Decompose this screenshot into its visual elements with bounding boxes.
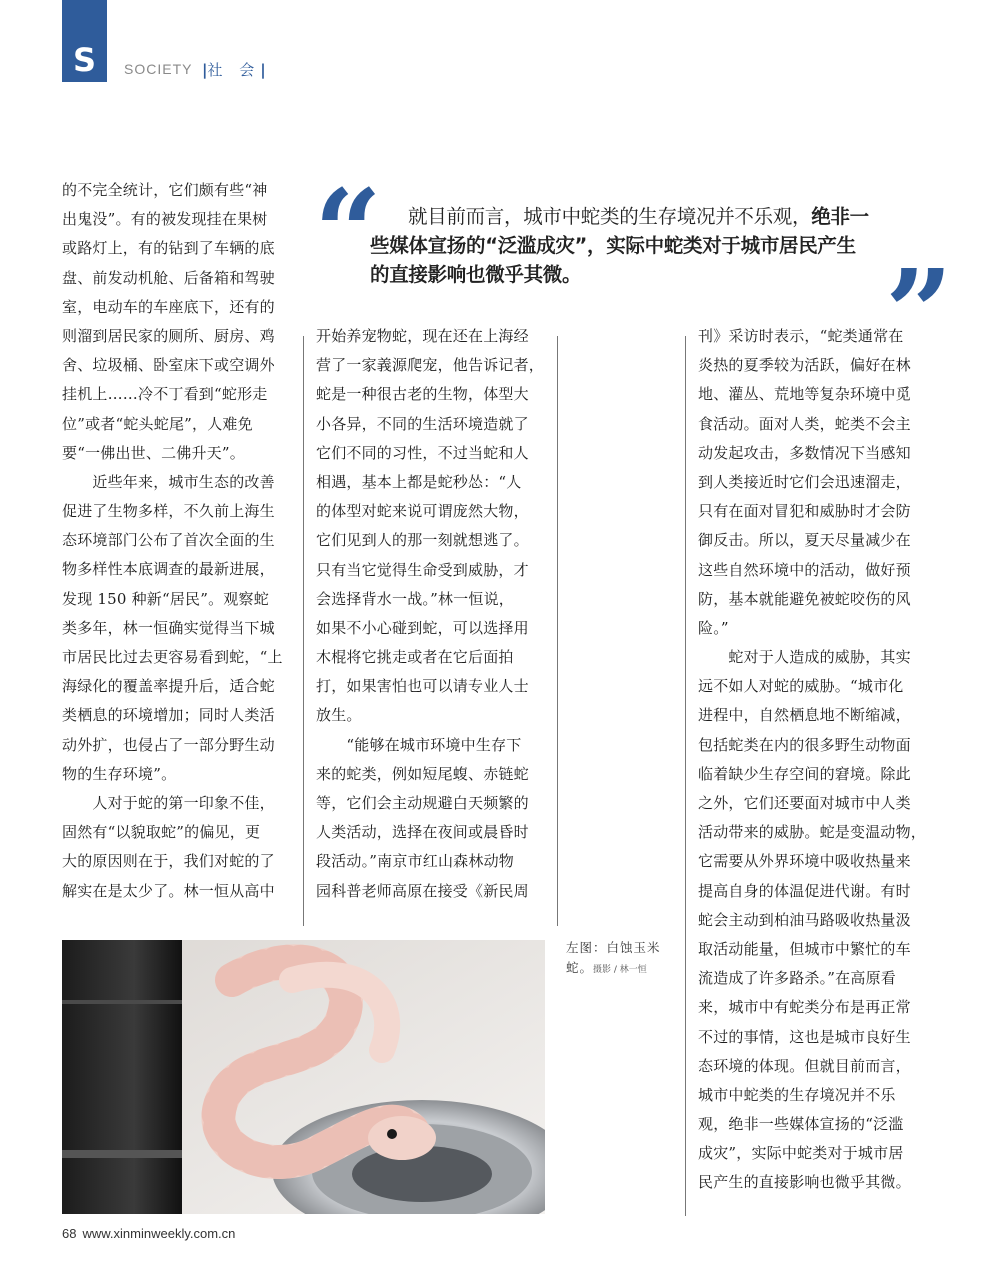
pull-quote-line-1 [370, 202, 880, 231]
column-divider [303, 336, 304, 926]
text-line: 木棍将它挑走或者在它后面拍 [316, 648, 514, 667]
snake-photo-illustration [62, 940, 545, 1214]
text-line: 之外，它们还要面对城市中人类 [698, 794, 911, 812]
text-line: 人对于蛇的第一印象不佳， [62, 793, 275, 812]
text-line: 大的原因则在于，我们对蛇的了 [62, 852, 275, 871]
text-line: 动发起攻击，多数情况下当感知 [698, 443, 911, 462]
text-line: 蛇会主动到柏油马路吸收热量汲 [698, 910, 911, 929]
text-line: 观，绝非一些媒体宣扬的“泛滥 [698, 1115, 904, 1134]
text-line: 物的生存环境”。 [62, 764, 177, 783]
text-line: 类栖息的环境增加；同时人类活 [62, 706, 275, 725]
text-line: 类多年，林一恒确实觉得当下城 [62, 618, 275, 637]
pull-quote-line-1-bold: 绝非一 [811, 205, 869, 228]
pull-quote-line-2 [370, 231, 880, 260]
column-divider [557, 336, 558, 926]
text-line: 近些年来，城市生态的改善 [62, 472, 275, 491]
pull-quote-line-3-text: 的直接影响也微乎其微。 [370, 263, 582, 286]
text-line: 来，城市中有蛇类分布是再正常 [698, 998, 911, 1017]
text-line: 远不如人对蛇的威胁。“城市化 [698, 677, 904, 696]
text-line: 物多样性本底调查的最新进展， [62, 560, 275, 579]
body-column-2 [316, 322, 548, 906]
text-line: 态环境的体现。但就目前而言， [698, 1056, 911, 1075]
text-line: 包括蛇类在内的很多野生动物面 [698, 735, 911, 754]
section-name-chinese-text: 社 会 [207, 61, 261, 79]
text-line: 室，电动车的车座底下，还有的 [62, 297, 275, 316]
section-name-chinese: |社 会| [202, 61, 266, 79]
close-quote-mark: ” [885, 243, 953, 382]
text-line: 蛇是一种很古老的生物，体型大 [316, 385, 529, 404]
text-line: 食活动。面对人类，蛇类不会主 [698, 414, 911, 433]
text-line: 小各异，不同的生活环境造就了 [316, 414, 529, 433]
text-line: 盘、前发动机舱、后备箱和驾驶 [62, 268, 275, 287]
text-line: 挂机上……冷不丁看到“蛇形走 [62, 385, 268, 404]
body-column-3 [698, 322, 930, 1198]
page-number: 68 [62, 1226, 77, 1241]
text-line: 的不完全统计，它们颇有些“神 [62, 181, 268, 199]
text-line: 固然有“以貌取蛇”的偏见，更 [62, 823, 261, 842]
pull-quote [370, 202, 880, 289]
photo-caption [566, 938, 674, 980]
text-line: 人类活动，选择在夜间或晨昏时 [316, 823, 529, 842]
text-line: 相遇，基本上都是蛇秒怂：“人 [316, 472, 522, 491]
caption-text: 左图：白蚀玉米蛇。 [566, 940, 661, 975]
text-line: 舍、垃圾桶、卧室床下或空调外 [62, 356, 275, 375]
text-line: 营了一家義源爬宠，他告诉记者， [316, 356, 545, 375]
snake-photo [62, 940, 545, 1214]
text-line: 它们见到人的那一刻就想逃了。 [316, 531, 529, 550]
pull-quote-line-2-text: 些媒体宣扬的“泛滥成灾”，实际中蛇类对于城市居民产生 [370, 234, 856, 257]
column-divider [685, 336, 686, 1216]
section-name-english: SOCIETY [124, 61, 193, 77]
text-line: 活动带来的威胁。蛇是变温动物， [698, 823, 927, 842]
text-line: 成灾”，实际中蛇类对于城市居 [698, 1144, 904, 1163]
text-line: 取活动能量，但城市中繁忙的车 [698, 939, 911, 958]
text-line: 不过的事情，这也是城市良好生 [698, 1027, 911, 1046]
text-line: 的体型对蛇来说可谓庞然大物， [316, 502, 529, 521]
text-line: 险。” [698, 618, 729, 637]
text-line: 炎热的夏季较为活跃，偏好在林 [698, 356, 911, 375]
text-line: 态环境部门公布了首次全面的生 [62, 531, 275, 550]
text-line: 进程中，自然栖息地不断缩减， [698, 706, 911, 725]
text-line: 会选择背水一战。”林一恒说， [316, 589, 514, 608]
text-line: 则溜到居民家的厕所、厨房、鸡 [62, 326, 275, 345]
text-line: 御反击。所以，夏天尽量减少在 [698, 531, 911, 550]
text-line: 海绿化的覆盖率提升后，适合蛇 [62, 677, 275, 696]
open-quote-mark: “ [314, 163, 382, 302]
text-line: 促进了生物多样，不久前上海生 [62, 502, 275, 521]
text-line: 位”或者“蛇头蛇尾”，人难免 [62, 414, 253, 433]
text-line: 等，它们会主动规避白天频繁的 [316, 794, 529, 812]
text-line: 市居民比过去更容易看到蛇，“上 [62, 648, 283, 666]
text-line: 动外扩，也侵占了一部分野生动 [62, 735, 275, 754]
text-line: 防，基本就能避免被蛇咬伤的风 [698, 589, 911, 608]
text-line: 开始养宠物蛇，现在还在上海经 [316, 327, 529, 345]
text-line: 要“一佛出世、二佛升天”。 [62, 443, 245, 462]
website-url: www.xinminweekly.com.cn [82, 1226, 236, 1241]
text-line: 它们不同的习性，不过当蛇和人 [316, 443, 529, 462]
text-line: “能够在城市环境中生存下 [316, 735, 522, 754]
text-line: 民产生的直接影响也微乎其微。 [698, 1173, 911, 1192]
text-line: 发现 150 种新“居民”。观察蛇 [62, 589, 269, 608]
text-line: 或路灯上，有的钻到了车辆的底 [62, 239, 275, 258]
text-line: 解实在是太少了。林一恒从高中 [62, 881, 275, 900]
text-line: 提高自身的体温促进代谢。有时 [698, 881, 911, 900]
text-line: 来的蛇类，例如短尾蝮、赤链蛇 [316, 764, 529, 783]
pull-quote-line-1-normal: 就目前而言，城市中蛇类的生存境况并不乐观， [408, 205, 812, 228]
text-line: 城市中蛇类的生存境况并不乐 [698, 1085, 896, 1104]
text-line: 流造成了许多路杀。”在高原看 [698, 969, 896, 988]
text-line: 这些自然环境中的活动，做好预 [698, 560, 911, 579]
caption-credit: 摄影 / 林一恒 [593, 965, 647, 975]
text-line: 刊》采访时表示，“蛇类通常在 [698, 327, 904, 345]
section-letter: S [72, 41, 97, 79]
text-line: 如果不小心碰到蛇，可以选择用 [316, 618, 529, 637]
text-line: 它需要从外界环境中吸收热量来 [698, 852, 911, 871]
text-line: 蛇对于人造成的威胁，其实 [698, 648, 911, 667]
text-line: 到人类接近时它们会迅速溜走， [698, 472, 911, 491]
page-footer [62, 1226, 235, 1241]
body-column-1 [62, 176, 294, 906]
text-line: 放生。 [316, 706, 362, 725]
text-line: 地、灌丛、荒地等复杂环境中觅 [698, 385, 911, 404]
pull-quote-line-3 [370, 260, 880, 289]
text-line: 只有当它觉得生命受到威胁，才 [316, 560, 529, 579]
text-line: 打，如果害怕也可以请专业人士 [316, 677, 529, 696]
text-line: 出鬼没”。有的被发现挂在果树 [62, 210, 268, 229]
text-line: 临着缺少生存空间的窘境。除此 [698, 764, 911, 783]
text-line: 段活动。”南京市红山森林动物 [316, 852, 514, 871]
text-line: 只有在面对冒犯和威胁时才会防 [698, 502, 911, 521]
text-line: 园科普老师高原在接受《新民周 [316, 881, 529, 900]
section-tab [62, 0, 107, 82]
